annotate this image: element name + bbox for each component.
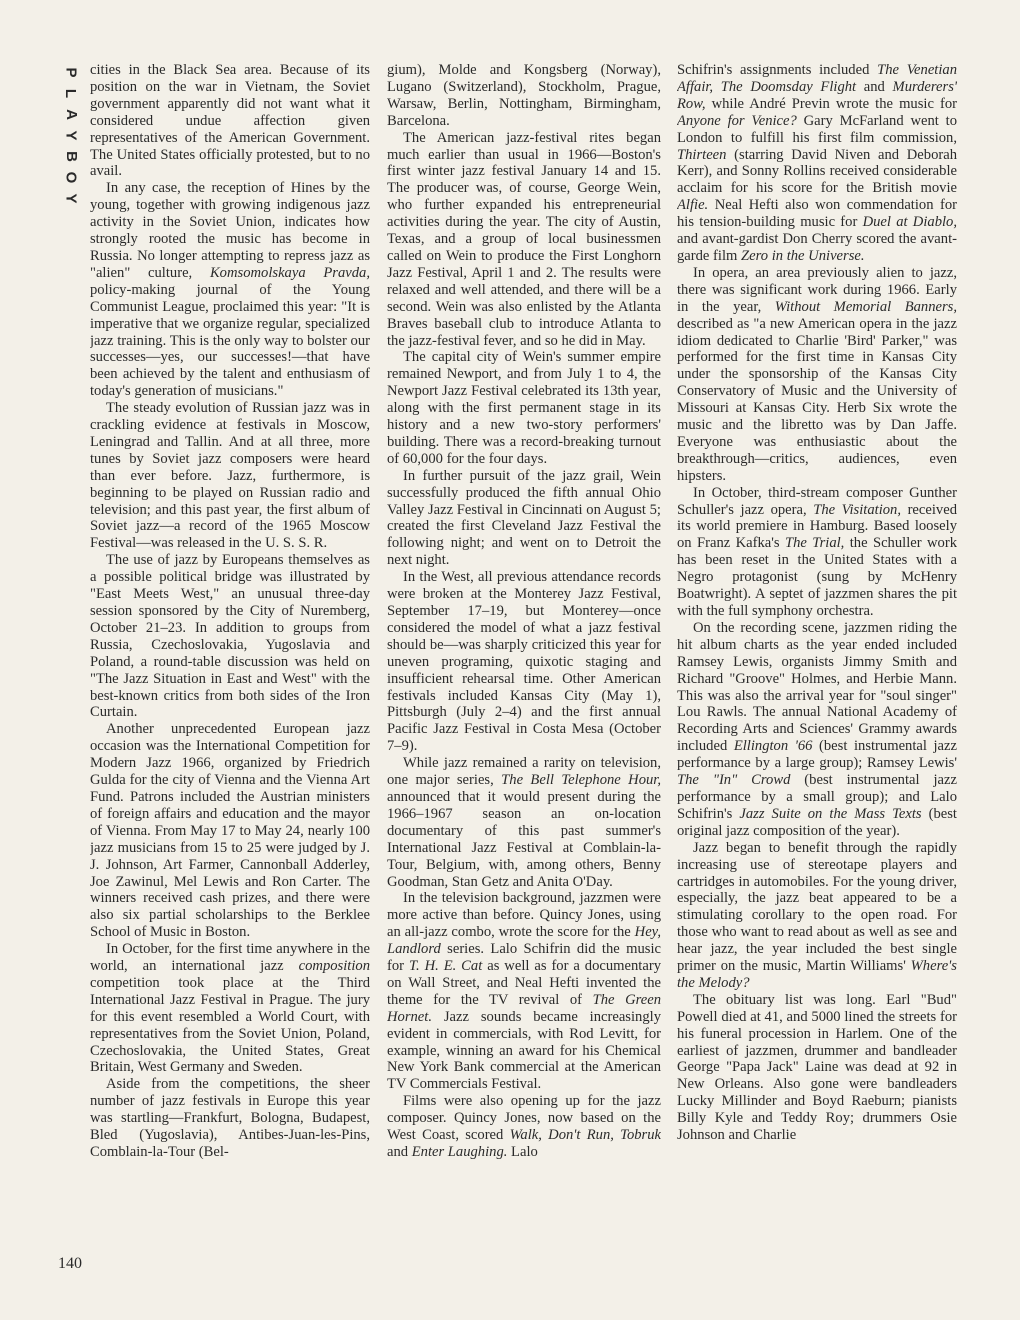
text-run: received its world premiere in Hamburg. Based loosely on Franz Kafka's: [677, 501, 957, 552]
italic-title: Without Memorial Banners,: [774, 298, 957, 315]
paragraph: [387, 130, 661, 350]
text-run: Schifrin's assignments included: [677, 62, 878, 78]
text-column-3: [677, 62, 957, 1262]
paragraph: [90, 721, 370, 941]
italic-title: The "In" Crowd: [677, 772, 791, 789]
text-run: Jazz began to benefit through the rapidly increasing use of stereotape players and cartridges in automobiles. For the young driver, especially, the jazz beat appeared to be a stimulating corollary to the open road. For those who want to read about as well as see and hear jazz, the year included the best single primer on the music, Martin Williams': [677, 839, 957, 975]
paragraph: [677, 620, 957, 840]
text-run: Jazz sounds became increasingly evident in commercials, with Rod Levitt, for example, winning an award for his Chemical New York Bank commercial at the American TV Commercials Festival.: [387, 1008, 661, 1093]
text-column-2: [387, 62, 661, 1262]
text-run: In the West, all previous attendance records were broken at the Monterey Jazz Festival, September 17–19, but Monterey—once considered the model of what a jazz festival should be—was sharply criticized this year for uneven programing, quixotic staging and insufficient rehearsal time. Other American festivals included Kansas City (May 1), Pittsburgh (July 2–4) and the first annual Pacific Jazz Festival in Costa Mesa (October 7–9).: [387, 569, 661, 755]
italic-title: Komsomolskaya Pravda,: [209, 264, 370, 281]
sidebar-letter: A: [62, 109, 80, 120]
italic-title: The Visitation,: [813, 501, 901, 518]
text-run: (best instrumental jazz performance by a small group); and Lalo Schifrin's: [677, 772, 957, 822]
sidebar-letter: Y: [62, 130, 80, 141]
paragraph: [387, 569, 661, 755]
text-run: In October, third-stream composer Gunther Schuller's jazz opera,: [677, 484, 957, 518]
paragraph: [677, 485, 957, 620]
text-column-1: [90, 62, 370, 1262]
italic-title: Thirteen: [677, 146, 727, 163]
text-run: In further pursuit of the jazz grail, Wein successfully produced the fifth annual Ohio Valley Jazz Festival in Cincinnati on August 5; created the first Cleveland Jazz Festival the following night; and went on to Detroit the next night.: [387, 467, 661, 569]
paragraph: [677, 992, 957, 1144]
italic-title: The Venetian Affair, The Doomsday Flight: [677, 62, 957, 95]
italic-title: Walk, Don't Run, Tobruk: [509, 1127, 661, 1144]
italic-title: Jazz Suite on the Mass Texts: [739, 805, 922, 822]
text-run: (starring David Niven and Deborah Kerr), and Sonny Rollins received considerable acclaim for his score for the British movie: [677, 146, 957, 197]
text-run: series. Lalo Schifrin did the music for: [387, 941, 661, 975]
sidebar-letter: O: [62, 171, 80, 184]
text-run: (best instrumental jazz performance by a large group); Ramsey Lewis': [677, 738, 957, 772]
italic-title: T. H. E. Cat: [408, 958, 483, 975]
text-run: competition took place at the Third International Jazz Festival in Prague. The jury for this event resembled a World Court, with representatives from the Soviet Union, Poland, Czechoslovakia, the United States, Great Britain, West Germany and Sweden.: [90, 974, 370, 1076]
paragraph: [387, 62, 661, 130]
text-run: and: [856, 78, 893, 95]
paragraph: [387, 890, 661, 1093]
paragraph: [90, 180, 370, 400]
paragraph: [677, 62, 957, 265]
text-run: and: [387, 1144, 412, 1160]
italic-title: Duel at Diablo,: [862, 214, 957, 231]
text-run: (best original jazz composition of the year).: [677, 805, 957, 839]
paragraph: [90, 1076, 370, 1161]
italic-title: Hey, Landlord: [387, 924, 661, 958]
text-run: The American jazz-festival rites began much earlier than usual in 1966—Boston's first winter jazz festival January 14 and 15. The producer was, of course, George Wein, who further expanded his entrepreneurial activities during the year. The city of Austin, Texas, and a group of local businessmen called on Wein to produce the First Longhorn Jazz Festival, April 1 and 2. The results were relaxed and well attended, and there will be a second. Wein was also enlisted by the Atlanta Braves baseball club to introduce Atlanta to the jazz-festival fever, and so he did in May.: [387, 129, 661, 349]
text-run: Another unprecedented European jazz occasion was the International Competition for Modern Jazz 1966, organized by Friedrich Gulda for the city of Vienna and the Vienna Art Fund. Patrons included the Austrian ministers of foreign affairs and education and the mayor of Vienna. From May 17 to May 24, nearly 100 jazz musicians from 15 to 25 were judged by J. J. Johnson, Art Farmer, Cannonball Adderley, Joe Zawinul, Mel Lewis and Ron Carter. The winners received cash prizes, and there were also six partial scholarships to the Berklee School of Music in Boston.: [90, 721, 370, 941]
paragraph: [90, 552, 370, 721]
italic-title: Enter Laughing.: [411, 1144, 508, 1160]
paragraph: [90, 400, 370, 552]
text-run: and avant-gardist Don Cherry scored the avant-garde film: [677, 231, 957, 264]
sidebar-letter: L: [62, 88, 80, 99]
text-run: The steady evolution of Russian jazz was in crackling evidence at festivals in Moscow, Leningrad and Tallin. And at all three, more tunes by Soviet jazz composers were heard than ever before. Jazz, furthermore, is beginning to be played on Russian radio and television; and this past year, the first album of Soviet jazz—a record of the 1965 Moscow Festival—was released in the U. S. S. R.: [90, 400, 370, 552]
paragraph: [387, 1093, 661, 1161]
paragraph: [90, 62, 370, 180]
text-run: described as "a new American opera in the jazz idiom dedicated to Charlie 'Bird' Parker," was performed for the first time in Kansas City under the sponsorship of the Kansas City Conservatory of Music and the University of Missouri at Kansas City. Herb Six wrote the music and the libretto was by Dan Jaffe. Everyone was enthusiastic about the breakthrough—critics, audiences, even hipsters.: [677, 315, 957, 484]
paragraph: [387, 468, 661, 569]
paragraph: [677, 840, 957, 992]
text-run: announced that it would present during the 1966–1967 season an on-location documentary of this past summer's International Jazz Festival at Comblain-la-Tour, Belgium, with, among others, Benny Goodman, Stan Getz and Anita O'Day.: [387, 788, 661, 890]
italic-title: Zero in the Universe.: [741, 247, 865, 264]
text-run: Neal Hefti also won commendation for his tension-building music for: [677, 197, 957, 231]
paragraph: [387, 349, 661, 467]
text-run: as well as for a documentary on Wall Street, and Neal Hefti invented the theme for the TV revival of: [387, 958, 661, 1008]
italic-title: Where's the Melody?: [677, 958, 957, 991]
text-run: gium), Molde and Kongsberg (Norway), Lugano (Switzerland), Stockholm, Prague, Warsaw, Berlin, Nottingham, Birmingham, Barcelona.: [387, 62, 661, 129]
paragraph: [90, 941, 370, 1076]
italic-title: Alfie.: [677, 197, 709, 214]
sidebar-letter: Y: [62, 193, 80, 204]
text-run: While jazz remained a rarity on television, one major series,: [387, 755, 661, 789]
italic-title: Murderers' Row,: [677, 78, 957, 112]
text-run: the Schuller work has been reset in the United States with a Negro protagonist (sung by McHenry Boatwright). A septet of jazzmen shares the pit with the full symphony orchestra.: [677, 535, 957, 619]
italic-title: The Green Hornet.: [387, 991, 661, 1025]
text-run: Lalo: [507, 1144, 538, 1160]
sidebar-letter: P: [62, 67, 80, 78]
paragraph: [677, 265, 957, 485]
italic-title: The Trial,: [784, 535, 845, 552]
magazine-name-vertical: [58, 62, 84, 209]
text-run: Films were also opening up for the jazz composer. Quincy Jones, now based on the West Coast, scored: [387, 1093, 661, 1144]
paragraph: [387, 755, 661, 890]
text-run: Gary McFarland went to London to fulfill his first film commission,: [677, 112, 957, 146]
text-run: The obituary list was long. Earl "Bud" Powell died at 41, and 5000 lined the streets for his funeral procession in Harlem. One of the earliest of jazzmen, drummer and bandleader George "Papa Jack" Laine was dead at 92 in New Orleans. Also gone were bandleaders Lucky Millinder and Boyd Raeburn; pianists Billy Kyle and Teddy Roy; drummers Osie Johnson and Charlie: [677, 991, 957, 1144]
text-run: while André Previn wrote the music for: [705, 95, 957, 112]
text-run: policy-making journal of the Young Communist League, proclaimed this year: "It is imperative that we organize regular, specialized jazz training. This is the only way to bolster our successes—yes, our successes!—that have been achieved by the talent and enthusiasm of today's generation of musicians.": [90, 281, 370, 400]
text-run: On the recording scene, jazzmen riding the hit album charts as the year ended included Ramsey Lewis, organists Jimmy Smith and Richard "Groove" Holmes, and Herbie Mann. This was also the arrival year for "soul singer" Lou Rawls. The annual National Academy of Recording Arts and Sciences' Grammy awards included: [677, 619, 957, 755]
text-run: The capital city of Wein's summer empire remained Newport, and from July 1 to 4, the Newport Jazz Festival celebrated its 13th year, along with the first permanent stage in its history and a new two-story performers' building. There was a record-breaking turnout of 60,000 for the four days.: [387, 349, 661, 467]
page-number: 140: [58, 1255, 82, 1272]
italic-title: The Bell Telephone Hour,: [501, 772, 661, 789]
sidebar-letter: B: [62, 151, 80, 162]
text-run: In opera, an area previously alien to jazz, there was significant work during 1966. Early in the year,: [677, 264, 957, 315]
text-run: In any case, the reception of Hines by the young, together with growing indigenous jazz activity in the Soviet Union, indicates how strongly rooted the music has become in Russia. No longer attempting to repress jazz as "alien" culture,: [90, 180, 370, 281]
text-run: cities in the Black Sea area. Because of its position on the war in Vietnam, the Soviet government apparently did not want what it considered undue affection given representatives of the American Government. The United States officially protested, but to no avail.: [90, 62, 370, 180]
text-run: In October, for the first time anywhere in the world, an international jazz: [90, 941, 370, 975]
text-run: Aside from the competitions, the sheer number of jazz festivals in Europe this year was startling—Frankfurt, Bologna, Budapest, Bled (Yugoslavia), Antibes-Juan-les-Pins, Comblain-la-Tour (Bel-: [90, 1076, 370, 1160]
text-run: In the television background, jazzmen were more active than before. Quincy Jones, using an all-jazz combo, wrote the score for the: [387, 890, 661, 941]
italic-title: Ellington '66: [733, 738, 813, 755]
text-run: The use of jazz by Europeans themselves as a possible political bridge was illustrated by "East Meets West," an unusual three-day session sponsored by the City of Nuremberg, October 21–23. In addition to groups from Russia, Czechoslovakia, Yugoslavia and Poland, a round-table discussion was held on "The Jazz Situation in East and West" with the best-known critics from both sides of the Iron Curtain.: [90, 552, 370, 721]
italic-title: composition: [298, 958, 370, 975]
italic-title: Anyone for Venice?: [677, 112, 797, 129]
